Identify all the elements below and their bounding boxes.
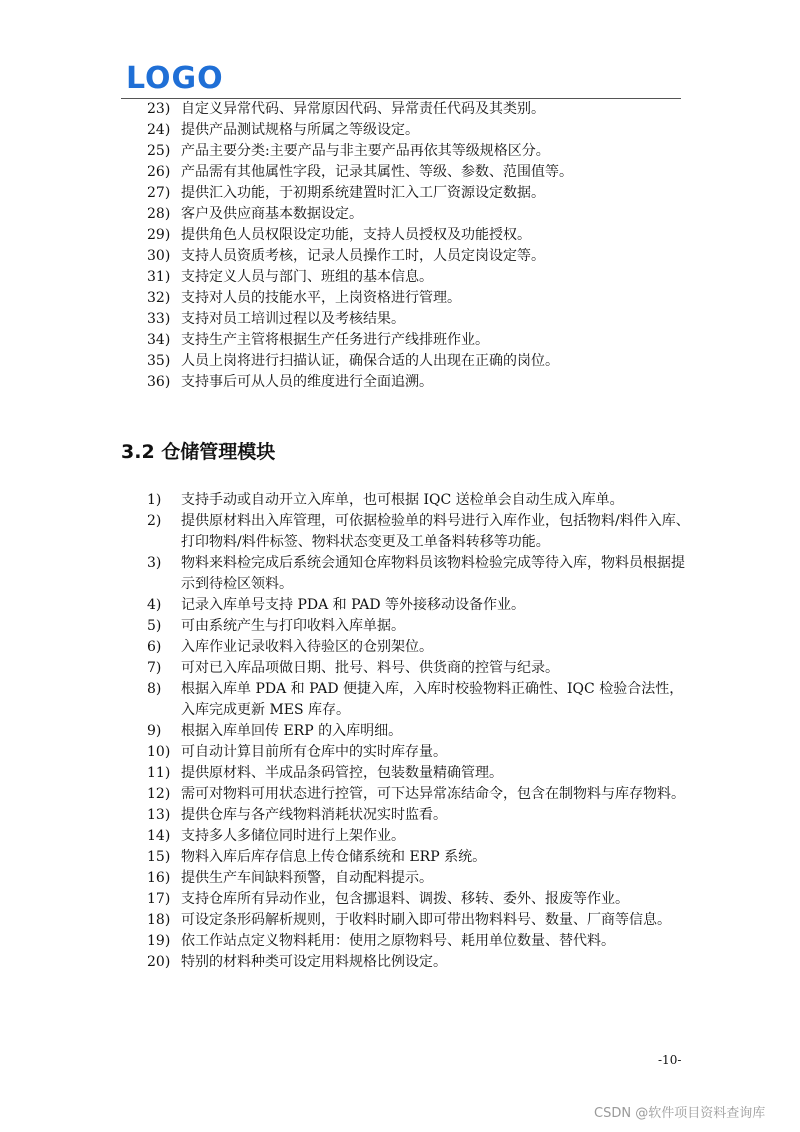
list-item xyxy=(147,721,692,742)
section-heading: 3.2 仓储管理模块 xyxy=(121,441,276,463)
item-text: 提供生产车间缺料预警，自动配料提示。 xyxy=(181,870,433,886)
list-item xyxy=(147,372,687,393)
item-text: 自定义异常代码、异常原因代码、异常责任代码及其类别。 xyxy=(181,101,545,117)
item-number: 30) xyxy=(147,248,171,264)
item-number: 13) xyxy=(147,807,171,823)
item-text: 需可对物料可用状态进行控管，可下达异常冻结命令，包含在制物料与库存物料。 xyxy=(181,786,685,802)
item-text: 记录入库单号支持 PDA 和 PAD 等外接移动设备作业。 xyxy=(181,597,526,613)
item-text: 支持人员资质考核，记录人员操作工时，人员定岗设定等。 xyxy=(181,248,545,264)
item-text: 提供产品测试规格与所属之等级设定。 xyxy=(181,122,419,138)
item-number: 14) xyxy=(147,828,171,844)
list-item xyxy=(147,141,687,162)
item-number: 9) xyxy=(147,723,162,739)
item-number: 8) xyxy=(147,681,162,697)
item-text: 产品主要分类:主要产品与非主要产品再依其等级规格区分。 xyxy=(181,143,550,159)
list-item xyxy=(147,616,692,637)
item-text: 支持对员工培训过程以及考核结果。 xyxy=(181,311,405,327)
list-item xyxy=(147,679,692,721)
list-item xyxy=(147,553,692,595)
list-item xyxy=(147,595,692,616)
list-item xyxy=(147,784,692,805)
item-number: 23) xyxy=(147,101,171,117)
item-number: 25) xyxy=(147,143,171,159)
item-number: 33) xyxy=(147,311,171,327)
item-number: 7) xyxy=(147,660,162,676)
item-number: 27) xyxy=(147,185,171,201)
logo: LOGO xyxy=(126,61,224,96)
list-item xyxy=(147,204,687,225)
item-number: 35) xyxy=(147,353,171,369)
item-text: 根据入库单回传 ERP 的入库明细。 xyxy=(181,723,403,739)
item-text: 支持多人多储位同时进行上架作业。 xyxy=(181,828,405,844)
item-text: 客户及供应商基本数据设定。 xyxy=(181,206,363,222)
item-number: 12) xyxy=(147,786,171,802)
requirements-list-continued xyxy=(147,99,687,393)
item-text: 支持手动或自动开立入库单，也可根据 IQC 送检单会自动生成入库单。 xyxy=(181,492,624,508)
item-number: 31) xyxy=(147,269,171,285)
list-item xyxy=(147,910,692,931)
item-text: 支持生产主管将根据生产任务进行产线排班作业。 xyxy=(181,332,489,348)
item-number: 18) xyxy=(147,912,171,928)
item-number: 2) xyxy=(147,513,162,529)
item-number: 1) xyxy=(147,492,162,508)
item-text: 依工作站点定义物料耗用：使用之原物料号、耗用单位数量、替代料。 xyxy=(181,933,615,949)
list-item xyxy=(147,490,692,511)
item-number: 24) xyxy=(147,122,171,138)
item-text: 入库作业记录收料入待验区的仓别架位。 xyxy=(181,639,433,655)
item-number: 29) xyxy=(147,227,171,243)
list-item xyxy=(147,162,687,183)
item-number: 11) xyxy=(147,765,171,781)
list-item xyxy=(147,246,687,267)
item-number: 28) xyxy=(147,206,171,222)
list-item xyxy=(147,931,692,952)
item-text: 可自动计算目前所有仓库中的实时库存量。 xyxy=(181,744,447,760)
item-text: 可由系统产生与打印收料入库单据。 xyxy=(181,618,405,634)
list-item xyxy=(147,637,692,658)
item-text: 可对已入库品项做日期、批号、料号、供货商的控管与纪录。 xyxy=(181,660,559,676)
item-number: 4) xyxy=(147,597,162,613)
item-number: 3) xyxy=(147,555,162,571)
item-text: 人员上岗将进行扫描认证，确保合适的人出现在正确的岗位。 xyxy=(181,353,559,369)
item-number: 15) xyxy=(147,849,171,865)
item-number: 32) xyxy=(147,290,171,306)
item-text: 提供仓库与各产线物料消耗状况实时监看。 xyxy=(181,807,447,823)
list-item xyxy=(147,288,687,309)
item-number: 5) xyxy=(147,618,162,634)
item-number: 10) xyxy=(147,744,171,760)
item-text: 物料来料检完成后系统会通知仓库物料员该物料检验完成等待入库，物料员根据提示到待检区领料。 xyxy=(181,555,685,592)
list-item xyxy=(147,183,687,204)
list-item xyxy=(147,868,692,889)
item-text: 提供原材料、半成品条码管控，包装数量精确管理。 xyxy=(181,765,503,781)
list-item xyxy=(147,658,692,679)
warehouse-requirements-list xyxy=(147,490,692,973)
item-text: 支持对人员的技能水平，上岗资格进行管理。 xyxy=(181,290,461,306)
item-text: 可设定条形码解析规则，于收料时刷入即可带出物料料号、数量、厂商等信息。 xyxy=(181,912,671,928)
list-item xyxy=(147,952,692,973)
item-number: 34) xyxy=(147,332,171,348)
list-item xyxy=(147,847,692,868)
list-item xyxy=(147,826,692,847)
item-number: 17) xyxy=(147,891,171,907)
list-item xyxy=(147,225,687,246)
list-item xyxy=(147,99,687,120)
item-number: 6) xyxy=(147,639,162,655)
list-item xyxy=(147,267,687,288)
list-item xyxy=(147,805,692,826)
item-text: 支持事后可从人员的维度进行全面追溯。 xyxy=(181,374,433,390)
item-text: 根据入库单 PDA 和 PAD 便捷入库，入库时校验物料正确性、IQC 检验合法性，入库完成更新 MES 库存。 xyxy=(181,681,684,718)
item-text: 提供角色人员权限设定功能，支持人员授权及功能授权。 xyxy=(181,227,531,243)
item-number: 19) xyxy=(147,933,171,949)
item-number: 20) xyxy=(147,954,171,970)
item-number: 26) xyxy=(147,164,171,180)
list-item xyxy=(147,511,692,553)
item-text: 物料入库后库存信息上传仓储系统和 ERP 系统。 xyxy=(181,849,487,865)
list-item xyxy=(147,330,687,351)
item-text: 提供汇入功能，于初期系统建置时汇入工厂资源设定数据。 xyxy=(181,185,545,201)
item-text: 特别的材料种类可设定用料规格比例设定。 xyxy=(181,954,447,970)
list-item xyxy=(147,120,687,141)
page-number: -10- xyxy=(658,1053,682,1067)
list-item xyxy=(147,742,692,763)
item-text: 产品需有其他属性字段，记录其属性、等级、参数、范围值等。 xyxy=(181,164,573,180)
list-item xyxy=(147,889,692,910)
item-text: 提供原材料出入库管理，可依据检验单的料号进行入库作业，包括物料/料件入库、打印物料/料件标签、物料状态变更及工单备料转移等功能。 xyxy=(181,513,690,550)
item-text: 支持定义人员与部门、班组的基本信息。 xyxy=(181,269,433,285)
list-item xyxy=(147,351,687,372)
item-text: 支持仓库所有异动作业，包含挪退料、调拨、移转、委外、报废等作业。 xyxy=(181,891,629,907)
watermark-text: CSDN @软件项目资料查询库 xyxy=(594,1106,766,1121)
item-number: 16) xyxy=(147,870,171,886)
list-item xyxy=(147,309,687,330)
list-item xyxy=(147,763,692,784)
item-number: 36) xyxy=(147,374,171,390)
